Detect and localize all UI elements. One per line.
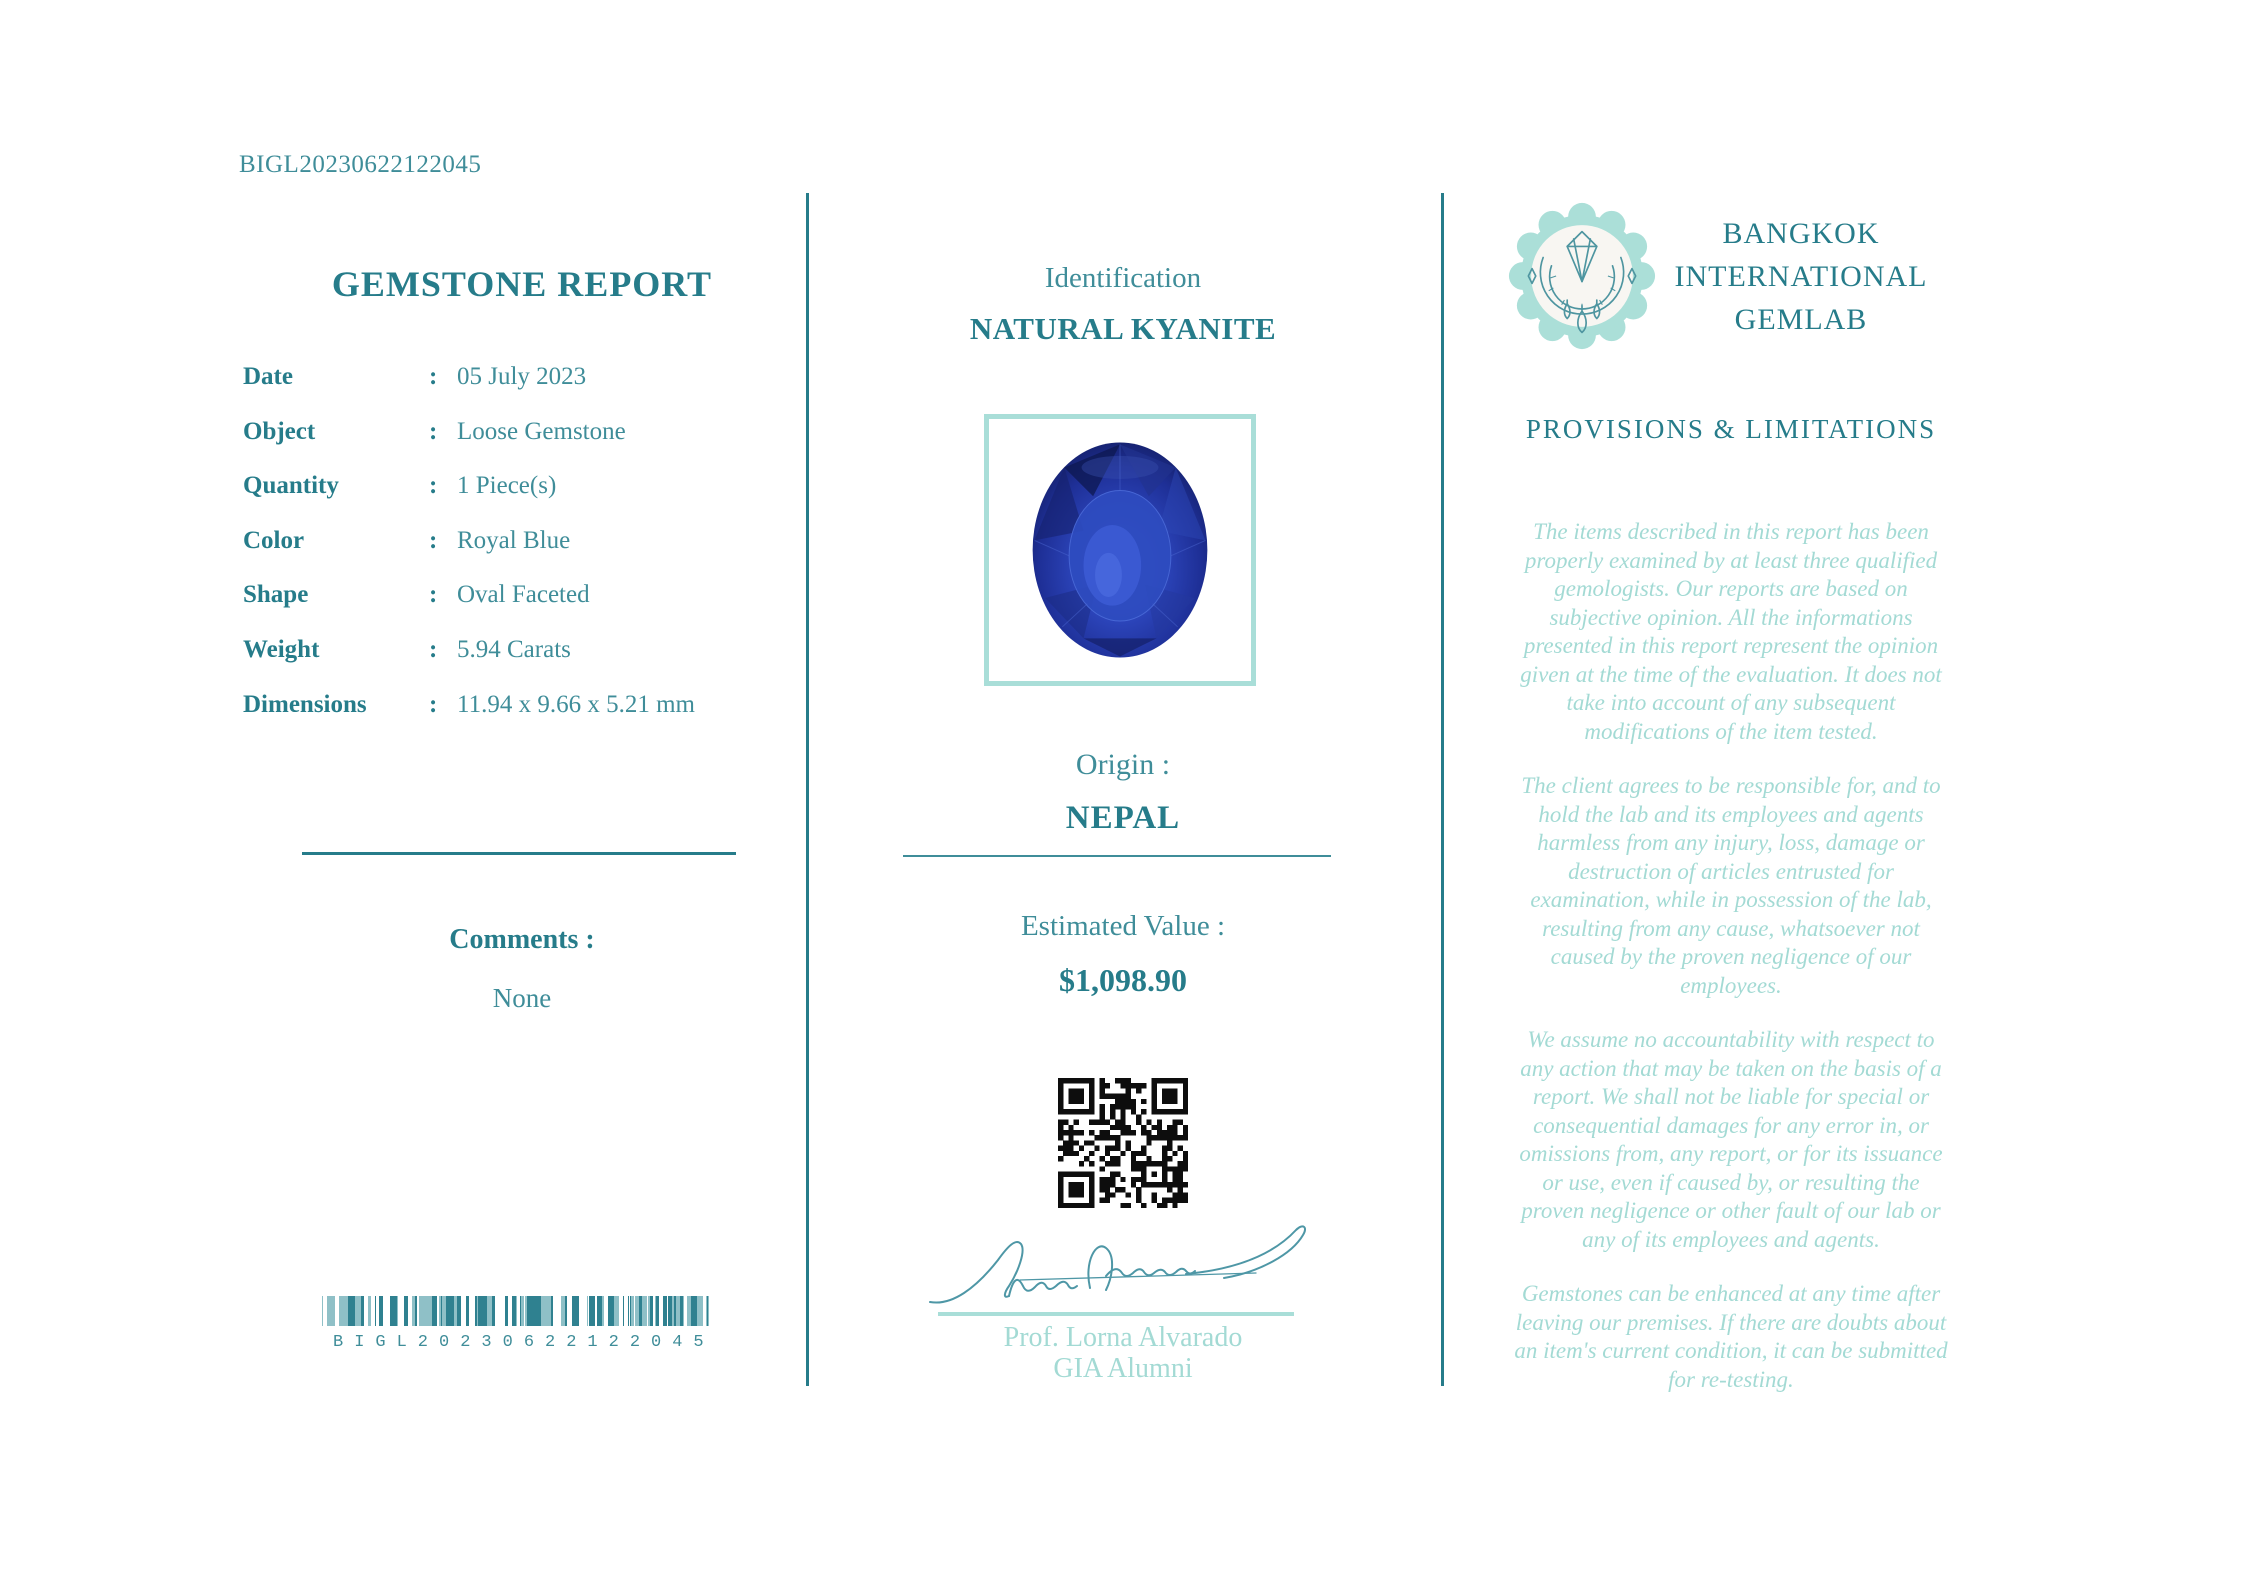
lab-name-line: BANGKOK — [1722, 217, 1880, 250]
barcode-bars — [322, 1296, 714, 1326]
gem-details-table — [243, 363, 804, 745]
page-title: GEMSTONE REPORT — [331, 264, 713, 304]
signature — [924, 1214, 1314, 1316]
detail-label: Shape — [243, 581, 309, 609]
column-divider-right — [1441, 193, 1444, 1386]
detail-colon: : — [429, 363, 438, 390]
table-row — [243, 636, 804, 691]
detail-value: Oval Faceted — [457, 581, 590, 609]
provisions-paragraph: Gemstones can be enhanced at any time after leaving our premises. If there are doubts about an item's current condition, it can be submitted for re-testing. — [1514, 1281, 1948, 1392]
detail-label: Weight — [243, 635, 320, 663]
origin-label: Origin : — [1075, 748, 1171, 781]
qr-code — [1058, 1078, 1188, 1208]
provisions-text — [1508, 518, 1954, 1420]
provisions-paragraph: The client agrees to be responsible for, and to hold the lab and its employees and agents harmless from any injury, loss, damage or destruction of articles entrusted for examination, while in possession of the lab, resulting from any cause, whatsoever not caused by the proven negligence of our employees. — [1521, 773, 1941, 998]
table-row — [243, 691, 804, 746]
lab-name-line: GEMLAB — [1734, 303, 1868, 336]
estimated-value-label: Estimated Value : — [1020, 910, 1226, 942]
detail-value: 5.94 Carats — [457, 635, 571, 663]
detail-value: 11.94 x 9.66 x 5.21 mm — [457, 690, 695, 718]
provisions-paragraph: We assume no accountability with respect to any action that may be taken on the basis of a report. We shall not be liable for special or consequential damages for any error in, or omissions from, any report, or for its issuance or use, even if caused by, or resulting the proven negligence or other fault of our lab or any of its employees and agents. — [1519, 1027, 1943, 1252]
detail-label: Date — [243, 363, 293, 390]
origin-value-divider — [903, 855, 1331, 857]
gemstone-photo — [1024, 434, 1216, 666]
detail-colon: : — [429, 690, 438, 718]
detail-value: 1 Piece(s) — [457, 472, 557, 500]
signature-line — [938, 1312, 1294, 1316]
table-row — [243, 418, 804, 473]
detail-value: 05 July 2023 — [457, 363, 587, 390]
comments-value: None — [492, 983, 552, 1013]
comments-divider — [302, 852, 736, 855]
barcode — [322, 1296, 714, 1352]
detail-colon: : — [429, 526, 438, 554]
detail-label: Dimensions — [243, 690, 367, 718]
detail-value: Loose Gemstone — [457, 417, 626, 445]
report-number: BIGL20230622122045 — [239, 151, 482, 178]
provisions-paragraph: The items described in this report has been properly examined by at least three qualified gemologists. Our reports are based on subjective opinion. All the informations presented in this report represent the opinion given at the time of the evaluation. It does not take into account of any subsequent modifications of the item tested. — [1520, 519, 1942, 744]
table-row — [243, 581, 804, 636]
signatory-title: GIA Alumni — [1053, 1353, 1193, 1384]
detail-colon: : — [429, 472, 438, 500]
column-divider-left — [806, 193, 809, 1386]
identification-value: NATURAL KYANITE — [969, 311, 1277, 346]
detail-colon: : — [429, 635, 438, 663]
gemstone-photo-frame — [984, 414, 1256, 686]
lab-name-line: INTERNATIONAL — [1674, 260, 1928, 293]
detail-colon: : — [429, 581, 438, 609]
table-row — [243, 363, 804, 418]
lab-name — [1591, 212, 2011, 341]
detail-label: Quantity — [243, 472, 339, 500]
detail-value: Royal Blue — [457, 526, 571, 554]
detail-label: Color — [243, 526, 305, 554]
table-row — [243, 527, 804, 582]
origin-value: NEPAL — [1065, 800, 1181, 836]
barcode-text: BIGL20230622122045 — [333, 1333, 715, 1352]
table-row — [243, 472, 804, 527]
estimated-value-amount: $1,098.90 — [1059, 962, 1187, 998]
detail-label: Object — [243, 417, 316, 445]
signatory-name: Prof. Lorna Alvarado — [1003, 1322, 1243, 1353]
identification-label: Identification — [1044, 262, 1202, 294]
comments-label: Comments : — [449, 924, 595, 955]
detail-colon: : — [429, 417, 438, 445]
provisions-title: PROVISIONS & LIMITATIONS — [1525, 414, 1937, 444]
